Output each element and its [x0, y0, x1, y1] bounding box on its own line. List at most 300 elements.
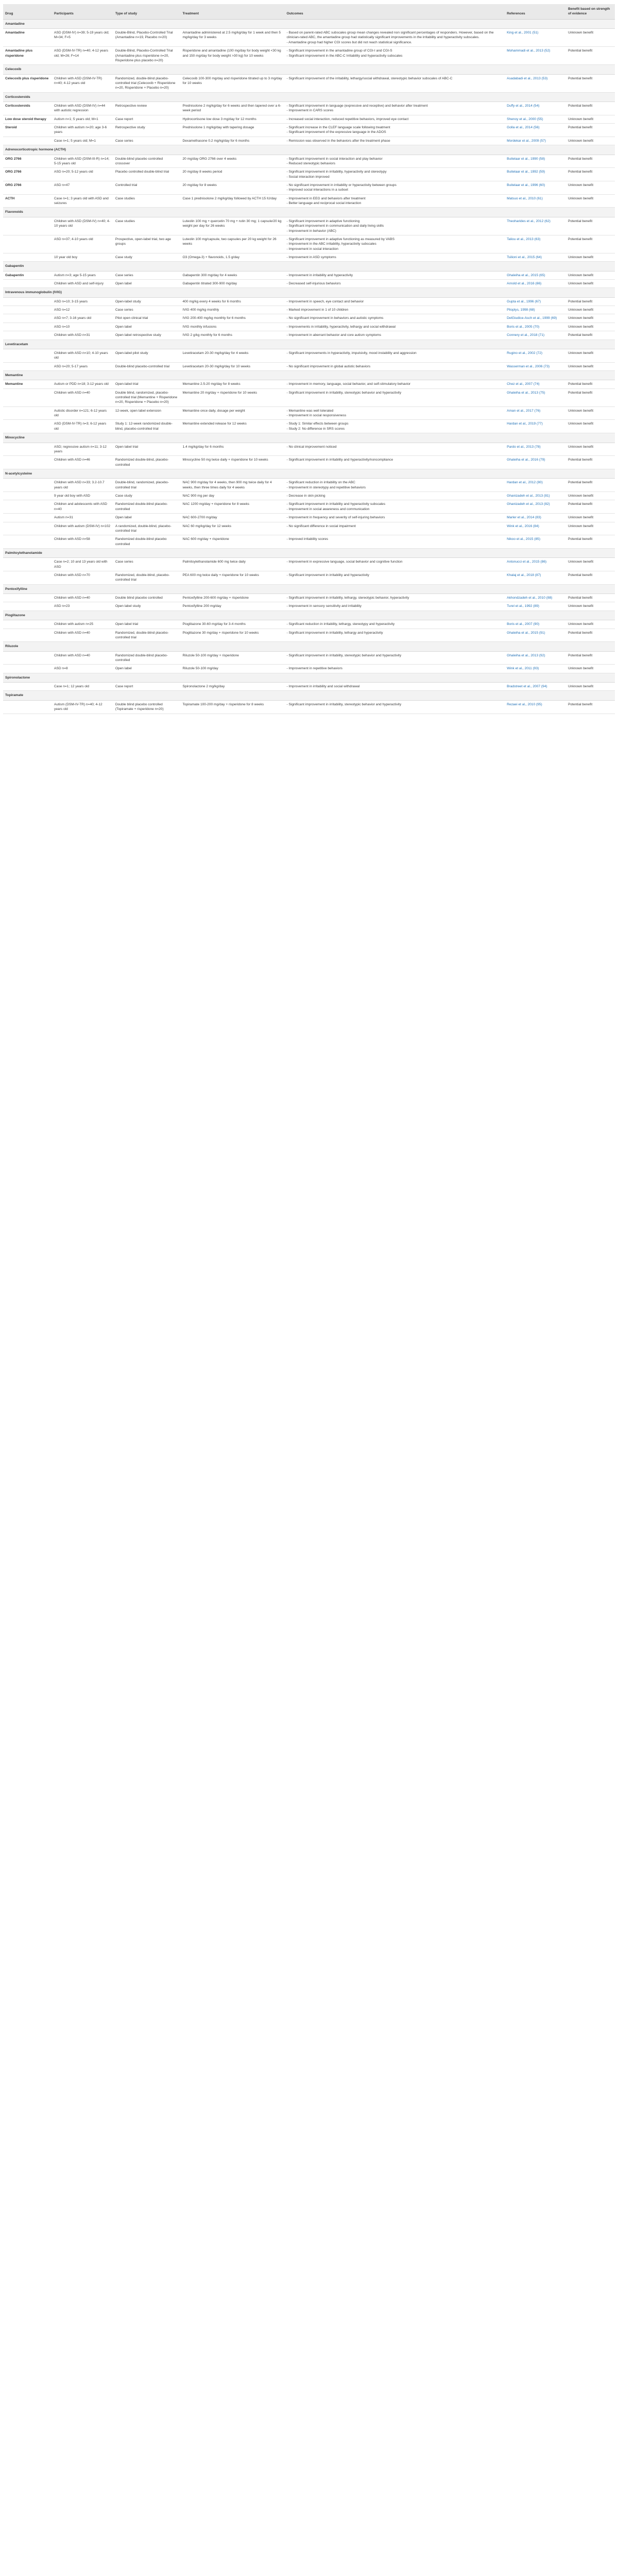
outcome-item: - Study 2: No difference in SRS scores [286, 427, 345, 431]
reference-link[interactable]: Taliou et al., 2013 (63) [505, 235, 566, 253]
outcome-item: - Increased social interaction, reduced repetitive behaviors, improved eye contact [286, 117, 409, 121]
reference-link[interactable]: Ghaleiha et al., 2015 (91) [505, 629, 566, 642]
table-row [3, 217, 615, 235]
section-row [3, 584, 615, 594]
table-row [3, 665, 615, 673]
benefit-cell: Unknown benefit [566, 115, 615, 123]
drug-cell: Corticosteroids [3, 102, 52, 115]
study-type-cell: Open-label study [113, 297, 181, 306]
reference-link[interactable]: Theoharides et al., 2012 (62) [505, 217, 566, 235]
outcomes-cell [284, 271, 505, 279]
table-row [3, 571, 615, 585]
outcome-item: - Improvement in social interaction [286, 247, 338, 251]
drug-cell [3, 306, 52, 314]
table-row [3, 271, 615, 279]
treatment-cell: Luteolin 100 mg + quercetin 70 mg + rutin 30 mg; 1 capsule/20 kg weight per day for 26 weeks [181, 217, 285, 235]
participants-cell: Case n=1; 5 years old; M=1 [52, 137, 113, 145]
study-type-cell: Randomized double-blind placebo-controlled [113, 651, 181, 665]
section-row [3, 433, 615, 443]
section-title: Amantadine [3, 19, 615, 28]
outcomes-cell [284, 217, 505, 235]
reference-link[interactable]: Ghaleiha et al., 2013 (75) [505, 388, 566, 406]
study-type-cell: Open label [113, 665, 181, 673]
section-row [3, 548, 615, 557]
treatment-cell: IVIG 200-400 mg/kg monthly for 6 months [181, 314, 285, 323]
study-type-cell: Controlled trial [113, 181, 181, 194]
outcome-item: - Improvement in frequency and severity of self-injuring behaviors [286, 516, 385, 520]
benefit-cell: Unknown benefit [566, 492, 615, 500]
table-row [3, 700, 615, 714]
outcome-item: - Significant increase in the CLEF language scale following treatment [286, 126, 390, 130]
clinical-trials-table [3, 4, 615, 714]
reference-link[interactable]: Asadabadi et al., 2013 (53) [505, 74, 566, 92]
table-row [3, 194, 615, 208]
drug-cell [3, 217, 52, 235]
study-type-cell: Randomized double-blind placebo-controlled [113, 500, 181, 514]
benefit-cell: Potential benefit [566, 700, 615, 714]
treatment-cell: Memantine 20 mg/day + risperidone for 10 weeks [181, 388, 285, 406]
participants-cell: ASD n=7; 3-16 years old [52, 314, 113, 323]
drug-cell [3, 297, 52, 306]
reference-link[interactable]: Ghanizadeh et al., 2013 (81) [505, 492, 566, 500]
outcomes-cell [284, 620, 505, 629]
study-type-cell: Randomized, double-blind, placebo-controlled trial [113, 571, 181, 585]
treatment-cell: Minocycline 50 mg twice daily + risperidone for 10 weeks [181, 456, 285, 469]
outcome-item: - Significant improvement in the ABC-C Irritability and hyperactivity subscales [286, 54, 403, 58]
outcome-item: - Significant improvement in irritability, lethargy, stereotypic behavior, hyperactivity [286, 596, 409, 600]
benefit-cell: Potential benefit [566, 331, 615, 340]
section-title: Pioglitazone [3, 611, 615, 620]
drug-cell [3, 620, 52, 629]
outcomes-cell [284, 74, 505, 92]
participants-cell: ASD (DSM-IV-TR) n=3; 6-12 years old [52, 420, 113, 433]
study-type-cell: Case studies [113, 194, 181, 208]
reference-link[interactable]: Ghaleiha et al., 2015 (65) [505, 271, 566, 279]
study-type-cell: Case report [113, 115, 181, 123]
study-type-cell: Double blind placebo controlled [113, 594, 181, 602]
table-row [3, 514, 615, 522]
outcome-item: - Significant improvement in irritability, stereotypic behavior and hyperactivity [286, 653, 402, 657]
benefit-cell: Unknown benefit [566, 514, 615, 522]
table-row [3, 235, 615, 253]
treatment-cell: NAC 900 mg per day [181, 492, 285, 500]
outcome-item: - Significant improvement in adaptive functioning as measured by VABS [286, 237, 394, 241]
table-row [3, 349, 615, 362]
participants-cell: ASD n=47 [52, 181, 113, 194]
outcome-item: - Based on parent-rated ABC subscales group mean changes revealed non significant percentages of responders. However, based on the clinician-rated ABC, the amantadine group had statistically significant improvements in the irritability and hyperactivity subscales. [286, 31, 494, 40]
table-row [3, 388, 615, 406]
outcomes-cell [284, 388, 505, 406]
section-row [3, 370, 615, 380]
outcomes-cell [284, 280, 505, 288]
reference-link[interactable]: Plioplys, 1998 (68) [505, 306, 566, 314]
outcomes-cell [284, 492, 505, 500]
outcomes-cell [284, 406, 505, 420]
treatment-cell: Spironolactone 2 mg/kg/day [181, 683, 285, 691]
study-type-cell: Case study [113, 253, 181, 261]
treatment-cell: Pentoxifylline 200-600 mg/day + risperidone [181, 594, 285, 602]
benefit-cell: Unknown benefit [566, 137, 615, 145]
reference-link[interactable]: Nikoo et al., 2015 (85) [505, 535, 566, 549]
section-row [3, 469, 615, 479]
treatment-cell: Case 1 prednisolone 2 mg/kg/day followed by ACTH 15 IU/day [181, 194, 285, 208]
reference-link[interactable]: Ghaleiha et al., 2013 (92) [505, 651, 566, 665]
participants-cell: Autism n=31 [52, 514, 113, 522]
reference-link[interactable]: Buitelaar et al., 1996 (60) [505, 181, 566, 194]
reference-link[interactable]: Mohammadi et al., 2013 (52) [505, 47, 566, 65]
outcome-item: - Significant reduction in irritability, lethargy, stereotypy and hyperactivity [286, 622, 395, 626]
treatment-cell: 20 mg/day ORG 2766 over 4 weeks [181, 155, 285, 168]
table-row [3, 492, 615, 500]
reference-link[interactable]: Khalaj et al., 2018 (87) [505, 571, 566, 585]
study-type-cell: Retrospective study [113, 124, 181, 137]
treatment-cell: O3 (Omega-3) + flavonoids, 1.5 g/day [181, 253, 285, 261]
participants-cell: 10 year old boy [52, 253, 113, 261]
outcome-item: - Improvement in social awareness and communication [286, 507, 370, 511]
header-participants: Participants [52, 4, 113, 19]
section-row [3, 145, 615, 155]
participants-cell: ASD n=20; 5-12 years old [52, 168, 113, 181]
participants-cell: Children with ASD (DSM-III-R) n=14; 5-15 years old [52, 155, 113, 168]
table-row [3, 651, 615, 665]
reference-link[interactable]: Arnold et al., 2016 (66) [505, 280, 566, 288]
table-row [3, 253, 615, 261]
drug-cell: Amantadine [3, 29, 52, 47]
treatment-cell: Pioglitazone 30 mg/day + risperidone for 10 weeks [181, 629, 285, 642]
drug-cell [3, 535, 52, 549]
reference-link[interactable]: Rugino et al., 2002 (72) [505, 349, 566, 362]
treatment-cell: IVIG monthly infusions [181, 323, 285, 331]
section-title: Intravenous immunoglobulin (IVIG) [3, 288, 615, 297]
participants-cell: Children with ASD n=70 [52, 571, 113, 585]
outcome-item: - Improvement in irritability and social withdrawal [286, 685, 360, 689]
study-type-cell: Open label [113, 280, 181, 288]
treatment-cell: NAC 600 mg/day + risperidone [181, 535, 285, 549]
outcomes-cell [284, 683, 505, 691]
outcome-item: - Significant improvement in irritability, stereotypic behavior and hyperactivity [286, 391, 402, 395]
benefit-cell: Potential benefit [566, 155, 615, 168]
reference-link[interactable]: Turel et al., 1992 (89) [505, 602, 566, 611]
outcome-item: - No significant improvement in global autistic behaviors [286, 364, 371, 368]
benefit-cell: Potential benefit [566, 500, 615, 514]
reference-link[interactable]: Rezaei et al., 2010 (95) [505, 700, 566, 714]
participants-cell: Children with autism n=25 [52, 620, 113, 629]
drug-cell [3, 629, 52, 642]
benefit-cell: Unknown benefit [566, 620, 615, 629]
outcome-item: - Improvement in expressive language, social behavior and cognitive function [286, 560, 403, 564]
table-row [3, 594, 615, 602]
participants-cell: ASD n=20; 5-17 years [52, 362, 113, 370]
treatment-cell: Risperidone and amantadine (100 mg/day for body weight <30 kg and 150 mg/day for body weight >30 kg) for 10 weeks [181, 47, 285, 65]
outcomes-cell [284, 629, 505, 642]
outcomes-cell [284, 362, 505, 370]
drug-cell [3, 558, 52, 571]
drug-cell [3, 323, 52, 331]
benefit-cell: Unknown benefit [566, 306, 615, 314]
drug-cell [3, 362, 52, 370]
outcomes-cell [284, 665, 505, 673]
study-type-cell: Double blind, randomized, placebo-controlled trial (Memantine + Risperidone n=20, Risperidone + Placebo n=20) [113, 388, 181, 406]
drug-cell [3, 388, 52, 406]
drug-cell [3, 500, 52, 514]
outcome-item: - Significant improvement in irritability and hyperactivity [286, 573, 369, 578]
outcomes-cell [284, 194, 505, 208]
section-title: Pentoxifylline [3, 584, 615, 594]
section-row [3, 673, 615, 682]
benefit-cell: Unknown benefit [566, 558, 615, 571]
benefit-cell: Potential benefit [566, 217, 615, 235]
table-row [3, 500, 615, 514]
participants-cell: Children with ASD n=31 [52, 331, 113, 340]
study-type-cell: Double-blind placebo-controlled trial [113, 362, 181, 370]
outcome-item: - Significant improvement in language (expressive and receptive) and behavior after treatment [286, 104, 428, 108]
benefit-cell: Potential benefit [566, 535, 615, 549]
reference-link[interactable]: Wink et al., 2011 (93) [505, 665, 566, 673]
benefit-cell: Unknown benefit [566, 253, 615, 261]
section-row [3, 642, 615, 651]
outcomes-cell [284, 253, 505, 261]
outcome-item: - Improvement in repetitive behaviors [286, 667, 342, 671]
study-type-cell: Case study [113, 492, 181, 500]
drug-cell [3, 665, 52, 673]
study-type-cell: Open label [113, 514, 181, 522]
reference-link[interactable]: Marler et al., 2014 (83) [505, 514, 566, 522]
benefit-cell: Potential benefit [566, 629, 615, 642]
drug-cell [3, 683, 52, 691]
table-body [3, 19, 615, 714]
reference-link[interactable]: Hardan et al., 2012 (80) [505, 479, 566, 492]
reference-link[interactable]: Connery et al., 2018 (71) [505, 331, 566, 340]
header-references: References [505, 4, 566, 19]
participants-cell: ASD n=23 [52, 602, 113, 611]
benefit-cell: Potential benefit [566, 102, 615, 115]
drug-cell [3, 514, 52, 522]
table-row [3, 314, 615, 323]
reference-link[interactable]: Pardo et al., 2013 (78) [505, 443, 566, 456]
study-type-cell: Case series [113, 558, 181, 571]
benefit-cell: Potential benefit [566, 456, 615, 469]
reference-link[interactable]: Mordekar et al., 2009 (57) [505, 137, 566, 145]
drug-cell [3, 651, 52, 665]
outcome-item: - Significant improvement of the expressive language in the ADOS [286, 130, 386, 134]
reference-link[interactable]: Bradstreet et al., 2007 (94) [505, 683, 566, 691]
outcome-item: - Significant improvement in irritability and hyperactivity subscales [286, 502, 386, 506]
outcomes-cell [284, 456, 505, 469]
reference-link[interactable]: Matsuo et al., 2010 (61) [505, 194, 566, 208]
participants-cell: Children with ASD n=46 [52, 456, 113, 469]
drug-cell: ORG 2766 [3, 181, 52, 194]
treatment-cell: Hydrocortisone low dose 3 mg/day for 12 months [181, 115, 285, 123]
outcomes-cell [284, 443, 505, 456]
section-row [3, 340, 615, 349]
table-row [3, 629, 615, 642]
outcomes-cell [284, 535, 505, 549]
benefit-cell: Unknown benefit [566, 29, 615, 47]
benefit-cell: Potential benefit [566, 74, 615, 92]
reference-link[interactable]: Buitelaar et al., 1990 (58) [505, 155, 566, 168]
benefit-cell: Unknown benefit [566, 323, 615, 331]
benefit-cell: Unknown benefit [566, 420, 615, 433]
outcome-item: - Improved social interactions in a subset [286, 188, 348, 192]
section-title: Memantine [3, 370, 615, 380]
reference-link[interactable]: Antonucci et al., 2015 (86) [505, 558, 566, 571]
section-title: Riluzole [3, 642, 615, 651]
treatment-cell: Prednisolone 1 mg/kg/day with tapering dosage [181, 124, 285, 137]
section-row [3, 65, 615, 74]
reference-link[interactable]: Ghaleiha et al., 2016 (79) [505, 456, 566, 469]
benefit-cell: Unknown benefit [566, 443, 615, 456]
benefit-cell: Potential benefit [566, 651, 615, 665]
outcome-item: - Improvement in stereotypy and repetitive behaviors [286, 485, 366, 489]
section-title: Minocycline [3, 433, 615, 443]
study-type-cell: Case series [113, 137, 181, 145]
outcome-item: - Improvement in aberrant behavior and core autism symptoms [286, 333, 382, 337]
participants-cell: Autism (DSM-IV-TR) n=40; 4-12 years old [52, 700, 113, 714]
treatment-cell: Riluzole 50-100 mg/day [181, 665, 285, 673]
benefit-cell: Unknown benefit [566, 522, 615, 535]
table-row [3, 331, 615, 340]
drug-cell [3, 314, 52, 323]
drug-cell [3, 235, 52, 253]
drug-cell: Low dose steroid therapy [3, 115, 52, 123]
participants-cell: Case n=2; 10 and 13 years old with ASD [52, 558, 113, 571]
benefit-cell: Unknown benefit [566, 683, 615, 691]
treatment-cell: Topiramate 100-200 mg/day + risperidone for 8 weeks [181, 700, 285, 714]
participants-cell: ASD n=12 [52, 306, 113, 314]
benefit-cell: Unknown benefit [566, 271, 615, 279]
reference-link[interactable]: Ghanizadeh et al., 2013 (82) [505, 500, 566, 514]
outcomes-cell [284, 602, 505, 611]
study-type-cell: 12-week, open label extension [113, 406, 181, 420]
reference-link[interactable]: Hardan et al., 2019 (77) [505, 420, 566, 433]
outcome-item: - Better language and reciprocal social interaction [286, 201, 362, 206]
outcome-item: - Improvement in EEG and behaviors after treatment [286, 196, 366, 200]
benefit-cell: Unknown benefit [566, 602, 615, 611]
study-type-cell: Open label study [113, 602, 181, 611]
outcome-item: - Improvement in speech, eye contact and behavior [286, 299, 364, 303]
treatment-cell: Celecoxib 100-300 mg/day and risperidone titrated up to 3 mg/day for 10 weeks [181, 74, 285, 92]
outcome-item: - Significant improvement in social interaction and play behavior [286, 157, 383, 161]
table-row [3, 558, 615, 571]
section-row [3, 92, 615, 101]
drug-cell [3, 137, 52, 145]
outcome-item: - Social interaction improved [286, 175, 330, 179]
participants-cell: Case n=1; 3 years old with ASD and seizures [52, 194, 113, 208]
outcomes-cell [284, 594, 505, 602]
treatment-cell: Prednisolone 2 mg/kg/day for 6 weeks and then tapered over a 6-week period [181, 102, 285, 115]
reference-link[interactable]: Shenoy et al., 2000 (55) [505, 115, 566, 123]
reference-link[interactable]: Boris et al., 2005 (70) [505, 323, 566, 331]
outcomes-cell [284, 181, 505, 194]
outcomes-cell [284, 29, 505, 47]
treatment-cell: 20 mg/day 8 weeks period [181, 168, 285, 181]
participants-cell: Children with ASD n=33; 3.2-10.7 years old [52, 479, 113, 492]
outcome-item: - Improvement in CARS scores [286, 109, 334, 113]
participants-cell: Autism or PDD n=18; 3-12 years old [52, 380, 113, 388]
study-type-cell: Double blind placebo controlled (Topiramate + risperidone n=20) [113, 700, 181, 714]
treatment-cell: PEA 600 mg twice daily + risperidone for 10 weeks [181, 571, 285, 585]
outcome-item: - Significant improvement of the irritability, lethargy/social withdrawal, stereotypic behavior subscales of ABC-C [286, 76, 453, 80]
reference-link[interactable]: Wasserman et al., 2006 (73) [505, 362, 566, 370]
reference-link[interactable]: Wink et al., 2016 (84) [505, 522, 566, 535]
table-row [3, 443, 615, 456]
participants-cell: Children with ASD n=40 [52, 651, 113, 665]
reference-link[interactable]: Buitelaar et al., 1992 (59) [505, 168, 566, 181]
benefit-cell: Unknown benefit [566, 665, 615, 673]
outcome-item: - Memantine was well tolerated [286, 409, 334, 413]
participants-cell: Children with ASD (DSM-IV-TR) n=40; 4-12 years old [52, 74, 113, 92]
section-title: Spironolactone [3, 673, 615, 682]
reference-link[interactable]: Duffy et al., 2014 (54) [505, 102, 566, 115]
table-row [3, 124, 615, 137]
participants-cell: Children with ASD (DSM-IV) n=44 with autistic regression [52, 102, 113, 115]
reference-link[interactable]: Boris et al., 2007 (90) [505, 620, 566, 629]
drug-cell [3, 456, 52, 469]
outcomes-cell [284, 115, 505, 123]
outcomes-cell [284, 124, 505, 137]
treatment-cell: Memantine 2.5-20 mg/day for 8 weeks [181, 380, 285, 388]
outcome-item: - Decrease in skin picking [286, 494, 325, 498]
outcome-item: - Reduced stereotypic behaviors [286, 161, 336, 165]
treatment-cell: Pioglitazone 30-60 mg/day for 3-4 months [181, 620, 285, 629]
table-row [3, 683, 615, 691]
section-row [3, 611, 615, 620]
treatment-cell: NAC 900 mg/day for 4 weeks, then 900 mg twice daily for 4 weeks, then three times daily for 4 weeks [181, 479, 285, 492]
participants-cell: Children with autism (DSM-IV) n=102 [52, 522, 113, 535]
outcomes-cell [284, 700, 505, 714]
reference-link[interactable]: Golla et al., 2014 (56) [505, 124, 566, 137]
drug-cell [3, 280, 52, 288]
outcome-item: - Improvement in sensory sensitivity and irritability [286, 604, 362, 608]
drug-cell: Memantine [3, 380, 52, 388]
outcome-item: - No clinical improvement noticed [286, 445, 337, 449]
reference-link[interactable]: Aman et al., 2017 (76) [505, 406, 566, 420]
section-title: N-acetylcysteine [3, 469, 615, 479]
outcome-item: - Significant reduction in irritability on the ABC [286, 481, 355, 485]
participants-cell: Children with ASD n=40 [52, 629, 113, 642]
benefit-cell: Potential benefit [566, 388, 615, 406]
drug-cell [3, 571, 52, 585]
participants-cell: Children with ASD and self-injury [52, 280, 113, 288]
study-type-cell: Randomized, double-blind placebo-controlled trial (Celecoxib + Risperidone n=20, Risperidone + Placebo n=20) [113, 74, 181, 92]
benefit-cell: Potential benefit [566, 571, 615, 585]
study-type-cell: Randomized double-blind, placebo-controlled [113, 456, 181, 469]
benefit-cell: Potential benefit [566, 380, 615, 388]
drug-cell: ORG 2766 [3, 168, 52, 181]
study-type-cell: Open label trial [113, 620, 181, 629]
reference-link[interactable]: King et al., 2001 (51) [505, 29, 566, 47]
table-row [3, 406, 615, 420]
outcomes-cell [284, 168, 505, 181]
drug-cell: Steroid [3, 124, 52, 137]
treatment-cell: Gabapentin 300 mg/day for 4 weeks [181, 271, 285, 279]
drug-cell [3, 700, 52, 714]
reference-link[interactable]: Akhondzadeh et al., 2010 (88) [505, 594, 566, 602]
drug-cell [3, 602, 52, 611]
outcome-item: - Improvements in irritability, hyperactivity, lethargy and social withdrawal [286, 325, 396, 329]
reference-link[interactable]: Tsilioni et al., 2015 (64) [505, 253, 566, 261]
reference-link[interactable]: Gupta et al., 1996 (67) [505, 297, 566, 306]
reference-link[interactable]: Chez et al., 2007 (74) [505, 380, 566, 388]
drug-cell: ACTH [3, 194, 52, 208]
outcome-item: - Significant improvement in the amantadine group of CGI-I and CGI-S [286, 49, 392, 53]
section-title: Levetiracetam [3, 340, 615, 349]
table-row [3, 602, 615, 611]
reference-link[interactable]: DelGiudice-Asch et al., 1999 (69) [505, 314, 566, 323]
participants-cell: ASD; regressive autism n=11; 3-12 years [52, 443, 113, 456]
outcome-item: - Improved irritability scores [286, 537, 329, 541]
drug-cell: ORG 2766 [3, 155, 52, 168]
